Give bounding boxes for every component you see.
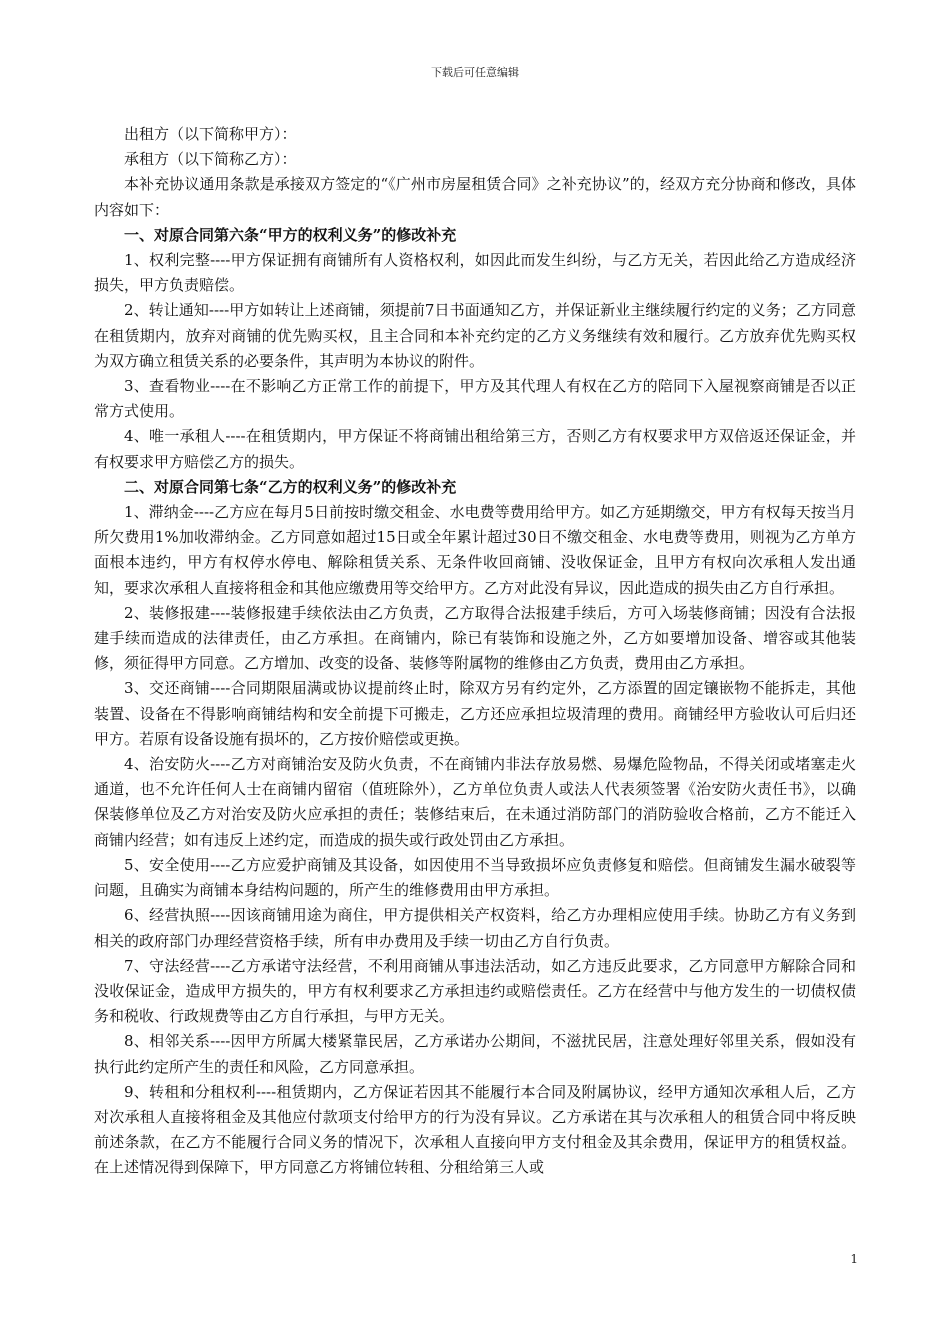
page-number: 1 [850,1252,858,1266]
clause-paragraph: 3、交还商铺----合同期限届满或协议提前终止时，除双方另有约定外，乙方添置的固定镶嵌物不能拆走，其他装置、设备在不得影响商铺结构和安全前提下可搬走，乙方还应承担垃圾清理的费用。商铺经甲方验收认可后归还甲方。若原有设备设施有损坏的，乙方按价赔偿或更换。 [94,679,856,748]
clause-paragraph: 8、相邻关系----因甲方所属大楼紧靠民居，乙方承诺办公期间，不滋扰民居，注意处理好邻里关系，假如没有执行此约定所产生的责任和风险，乙方同意承担。 [94,1032,856,1076]
clause-paragraph: 9、转租和分租权利----租赁期内，乙方保证若因其不能履行本合同及附属协议，经甲方通知次承租人后，乙方对次承租人直接将租金及其他应付款项支付给甲方的行为没有异议。乙方承诺在其与次承租人的租赁合同中将反映前述条款，在乙方不能履行合同义务的情况下，次承租人直接向甲方支付租金及其余费用，保证甲方的租赁权益。在上述情况得到保障下，甲方同意乙方将铺位转租、分租给第三人或 [94,1082,856,1177]
clause-paragraph: 4、唯一承租人----在租赁期内，甲方保证不将商铺出租给第三方，否则乙方有权要求甲方双倍返还保证金，并有权要求甲方赔偿乙方的损失。 [94,427,856,471]
clause-paragraph: 5、安全使用----乙方应爱护商铺及其设备，如因使用不当导致损坏应负责修复和赔偿。但商铺发生漏水破裂等问题，且确实为商铺本身结构问题的，所产生的维修费用由甲方承担。 [94,855,856,900]
clause-paragraph: 6、经营执照----因该商铺用途为商住，甲方提供相关产权资料，给乙方办理相应使用手续。协助乙方有义务到相关的政府部门办理经营资格手续，所有申办费用及手续一切由乙方自行负责。 [94,906,856,950]
paragraph-lessee: 承租方（以下简称乙方）： [124,150,297,169]
paragraph-intro: 本补充协议通用条款是承接双方签定的“《广州市房屋租赁合同》之补充协议”的，经双方充分协商和修改，具体内容如下： [94,175,856,219]
section-heading-1: 一、对原合同第六条“甲方的权利义务”的修改补充 [124,225,457,244]
page-header: 下载后可任意编辑 [431,66,519,79]
clause-paragraph: 1、滞纳金----乙方应在每月5日前按时缴交租金、水电费等费用给甲方。如乙方延期缴交，甲方有权每天按当月所欠费用1%加收滞纳金。乙方同意如超过15日或全年累计超过30日不缴交租金、水电费等费用，则视为乙方单方面根本违约，甲方有权停水停电、解除租赁关系、无条件收回商铺、没收保证金，且甲方有权向次承租人发出通知，要求次承租人直接将租金和其他应缴费用等交给甲方。乙方对此没有异议，因此造成的损失由乙方自行承担。 [94,503,856,597]
clause-paragraph: 4、治安防火----乙方对商铺治安及防火负责，不在商铺内非法存放易燃、易爆危险物品，不得关闭或堵塞走火通道，也不允许任何人士在商铺内留宿（值班除外），乙方单位负责人或法人代表须签署《治安防火责任书》，以确保装修单位及乙方对治安及防火应承担的责任；装修结束后，在未通过消防部门的消防验收合格前，乙方不能迁入商铺内经营；如有违反上述约定，而造成的损失或行政处罚由乙方承担。 [94,755,856,849]
clause-paragraph: 1、权利完整----甲方保证拥有商铺所有人资格权利，如因此而发生纠纷，与乙方无关，若因此给乙方造成经济损失，甲方负责赔偿。 [94,251,856,295]
clause-paragraph: 2、装修报建----装修报建手续依法由乙方负责，乙方取得合法报建手续后，方可入场装修商铺；因没有合法报建手续而造成的法律责任，由乙方承担。在商铺内，除已有装饰和设施之外，乙方如要增加设备、增容或其他装修，须征得甲方同意。乙方增加、改变的设备、装修等附属物的维修由乙方负责，费用由乙方承担。 [94,603,856,673]
section-heading-2: 二、对原合同第七条“乙方的权利义务”的修改补充 [124,477,457,496]
clause-paragraph: 2、转让通知----甲方如转让上述商铺，须提前7日书面通知乙方，并保证新业主继续履行约定的义务；乙方同意在租赁期内，放弃对商铺的优先购买权，且主合同和本补充约定的乙方义务继续有效和履行。乙方放弃优先购买权为双方确立租赁关系的必要条件，其声明为本协议的附件。 [94,301,856,370]
clause-paragraph: 7、守法经营----乙方承诺守法经营，不利用商铺从事违法活动，如乙方违反此要求，乙方同意甲方解除合同和没收保证金，造成甲方损失的，甲方有权利要求乙方承担违约或赔偿责任。乙方在经营中与他方发生的一切债权债务和税收、行政规费等由乙方自行承担，与甲方无关。 [94,956,856,1026]
document-body [94,122,856,1181]
paragraph-lessor: 出租方（以下简称甲方）： [124,125,297,143]
clause-paragraph: 3、查看物业----在不影响乙方正常工作的前提下，甲方及其代理人有权在乙方的陪同下入屋视察商铺是否以正常方式使用。 [94,377,856,421]
